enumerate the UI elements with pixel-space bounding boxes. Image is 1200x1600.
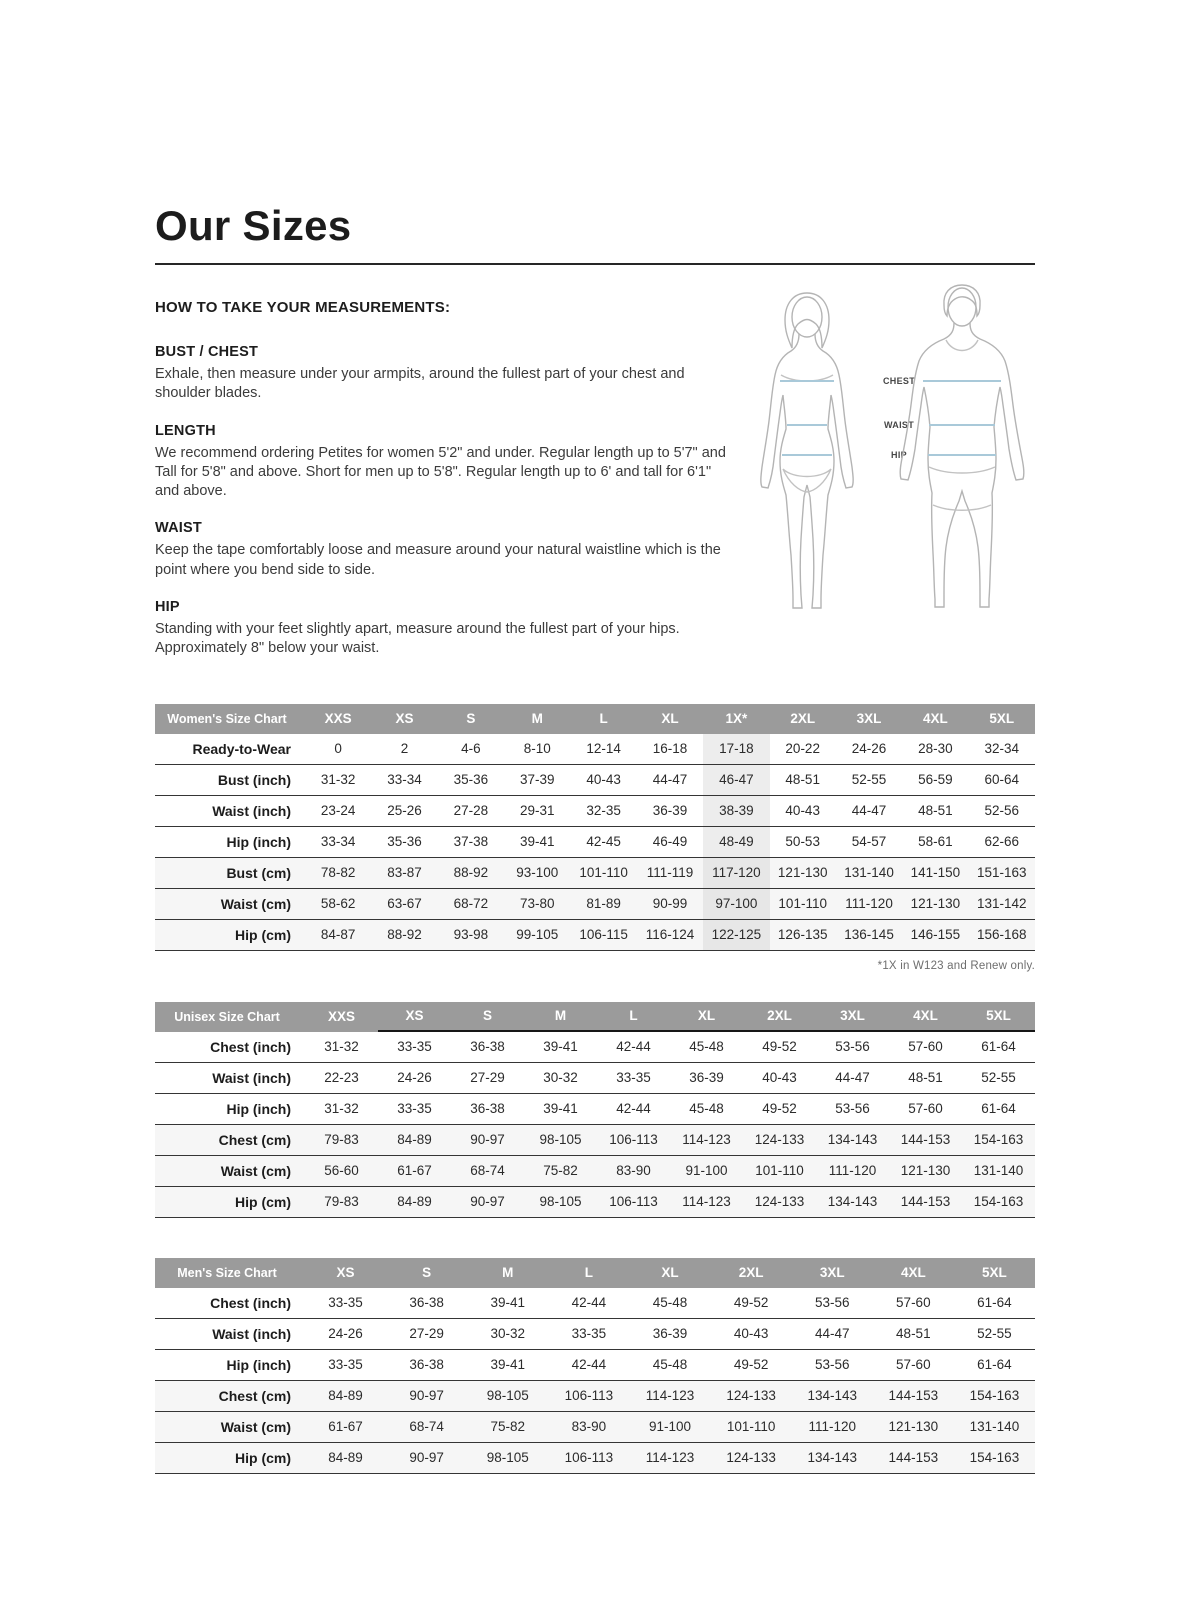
size-cell: 24-26 bbox=[397, 1070, 432, 1086]
measurement-instructions bbox=[155, 299, 747, 678]
size-column-header: L bbox=[599, 711, 608, 727]
size-cell: 114-123 bbox=[645, 1388, 695, 1404]
size-cell: 17-18 bbox=[703, 734, 769, 764]
size-column-header: 1X* bbox=[725, 711, 748, 727]
size-cell: 44-47 bbox=[652, 772, 688, 788]
size-cell: 83-90 bbox=[571, 1419, 607, 1435]
size-cell: 117-120 bbox=[703, 858, 769, 888]
row-label: Chest (inch) bbox=[210, 1294, 291, 1311]
size-cell: 50-53 bbox=[785, 834, 820, 850]
table-header-row bbox=[155, 1258, 1035, 1288]
size-cell: 121-130 bbox=[900, 1163, 951, 1179]
size-cell: 39-41 bbox=[519, 834, 555, 850]
size-cell: 27-29 bbox=[409, 1326, 444, 1342]
size-cell: 84-89 bbox=[397, 1132, 432, 1148]
size-cell: 131-140 bbox=[969, 1419, 1020, 1435]
size-cell: 122-125 bbox=[703, 920, 769, 950]
size-cell: 79-83 bbox=[324, 1132, 359, 1148]
size-cell: 52-56 bbox=[984, 803, 1020, 819]
size-cell: 27-28 bbox=[453, 803, 489, 819]
size-cell: 61-67 bbox=[328, 1419, 363, 1435]
size-cell: 39-41 bbox=[490, 1357, 526, 1373]
size-cell: 31-32 bbox=[324, 1101, 359, 1117]
size-cell: 36-38 bbox=[470, 1039, 505, 1055]
size-cell: 48-51 bbox=[785, 772, 820, 788]
size-cell: 88-92 bbox=[453, 865, 489, 881]
row-label: Waist (cm) bbox=[220, 895, 291, 912]
size-cell: 99-105 bbox=[516, 927, 559, 943]
size-cell: 136-145 bbox=[844, 927, 894, 943]
size-column-header: XL bbox=[661, 1265, 679, 1281]
unisex-size-chart-table bbox=[155, 1002, 1035, 1218]
chest-line-label: CHEST bbox=[882, 376, 916, 386]
male-measure-lines bbox=[923, 381, 1001, 455]
mens-size-chart-table bbox=[155, 1258, 1035, 1474]
table-row bbox=[155, 1094, 1035, 1125]
size-cell: 93-100 bbox=[516, 865, 559, 881]
table-row bbox=[155, 734, 1035, 765]
size-cell: 57-60 bbox=[896, 1295, 931, 1311]
size-column-header: XL bbox=[670, 1002, 743, 1032]
row-label: Hip (cm) bbox=[235, 926, 291, 943]
row-label: Hip (cm) bbox=[235, 1193, 291, 1210]
size-cell: 48-51 bbox=[918, 803, 953, 819]
intro-section bbox=[155, 299, 1035, 678]
page-title: Our Sizes bbox=[155, 202, 352, 249]
how-to-heading: HOW TO TAKE YOUR MEASUREMENTS: bbox=[155, 299, 451, 316]
size-cell: 111-119 bbox=[646, 865, 694, 881]
size-cell: 84-89 bbox=[328, 1388, 363, 1404]
size-cell: 62-66 bbox=[984, 834, 1020, 850]
size-cell: 73-80 bbox=[519, 896, 555, 912]
size-column-header: XS bbox=[378, 1002, 451, 1032]
waist-line-label: WAIST bbox=[884, 420, 914, 430]
table-row bbox=[155, 1156, 1035, 1187]
size-cell: 68-74 bbox=[409, 1419, 444, 1435]
size-cell: 98-105 bbox=[486, 1388, 529, 1404]
size-cell: 16-18 bbox=[652, 741, 688, 757]
row-label: Bust (cm) bbox=[226, 864, 291, 881]
size-cell: 154-163 bbox=[973, 1132, 1024, 1148]
size-cell: 131-142 bbox=[977, 896, 1027, 912]
size-cell: 52-55 bbox=[977, 1326, 1012, 1342]
size-cell: 48-51 bbox=[908, 1070, 943, 1086]
table-title: Men's Size Chart bbox=[177, 1265, 277, 1280]
size-cell: 83-87 bbox=[387, 865, 422, 881]
size-cell: 84-87 bbox=[320, 927, 356, 943]
female-measure-lines bbox=[780, 381, 834, 455]
waist-body: Keep the tape comfortably loose and measure around your natural waistline which is the point where you bend side to side. bbox=[155, 542, 721, 578]
size-cell: 58-61 bbox=[918, 834, 953, 850]
table-row bbox=[155, 1288, 1035, 1319]
size-cell: 61-64 bbox=[981, 1101, 1016, 1117]
size-cell: 101-110 bbox=[726, 1419, 776, 1435]
size-cell: 24-26 bbox=[851, 741, 887, 757]
size-cell: 39-41 bbox=[543, 1039, 578, 1055]
size-cell: 37-38 bbox=[453, 834, 489, 850]
size-cell: 42-44 bbox=[571, 1295, 607, 1311]
size-column-header: 2XL bbox=[790, 711, 816, 727]
size-cell: 54-57 bbox=[851, 834, 887, 850]
size-cell: 93-98 bbox=[453, 927, 489, 943]
size-cell: 36-39 bbox=[652, 1326, 688, 1342]
size-cell: 75-82 bbox=[543, 1163, 578, 1179]
size-cell: 44-47 bbox=[814, 1326, 850, 1342]
size-cell: 42-44 bbox=[571, 1357, 607, 1373]
size-column-header: 5XL bbox=[982, 1265, 1007, 1281]
size-cell: 114-123 bbox=[682, 1132, 731, 1148]
size-cell: 126-135 bbox=[777, 927, 828, 943]
size-column-header: 2XL bbox=[743, 1002, 816, 1032]
row-label: Ready-to-Wear bbox=[192, 740, 291, 757]
size-cell: 31-32 bbox=[320, 772, 356, 788]
size-cell: 56-59 bbox=[918, 772, 953, 788]
size-cell: 45-48 bbox=[652, 1295, 688, 1311]
row-label: Chest (cm) bbox=[218, 1131, 291, 1148]
row-label: Hip (inch) bbox=[226, 833, 291, 850]
size-cell: 68-74 bbox=[470, 1163, 505, 1179]
size-cell: 98-105 bbox=[539, 1132, 582, 1148]
size-cell: 27-29 bbox=[470, 1070, 505, 1086]
size-cell: 84-89 bbox=[397, 1194, 432, 1210]
size-cell: 53-56 bbox=[814, 1295, 850, 1311]
size-cell: 61-67 bbox=[397, 1163, 432, 1179]
size-column-header: M bbox=[531, 711, 543, 727]
size-column-header: 2XL bbox=[738, 1265, 764, 1281]
size-column-header: M bbox=[524, 1002, 597, 1032]
size-column-header: S bbox=[422, 1265, 432, 1281]
size-cell: 30-32 bbox=[543, 1070, 578, 1086]
size-cell: 106-113 bbox=[564, 1388, 614, 1404]
size-column-header: S bbox=[451, 1002, 524, 1032]
size-cell: 101-110 bbox=[579, 865, 628, 881]
size-cell: 98-105 bbox=[486, 1450, 529, 1466]
size-cell: 124-133 bbox=[726, 1388, 776, 1404]
size-cell: 33-35 bbox=[328, 1357, 363, 1373]
size-cell: 33-34 bbox=[320, 834, 356, 850]
size-cell: 36-38 bbox=[409, 1357, 444, 1373]
size-cell: 45-48 bbox=[652, 1357, 688, 1373]
hip-section bbox=[155, 599, 747, 659]
table-row bbox=[155, 1187, 1035, 1218]
size-cell: 33-35 bbox=[616, 1070, 651, 1086]
size-cell: 134-143 bbox=[827, 1194, 878, 1210]
size-cell: 144-153 bbox=[888, 1450, 939, 1466]
size-cell: 111-120 bbox=[828, 1163, 877, 1179]
table-row bbox=[155, 827, 1035, 858]
size-cell: 57-60 bbox=[896, 1357, 931, 1373]
size-cell: 75-82 bbox=[490, 1419, 526, 1435]
size-cell: 53-56 bbox=[814, 1357, 850, 1373]
size-column-header: 3XL bbox=[856, 711, 882, 727]
table-row bbox=[155, 858, 1035, 889]
size-cell: 30-32 bbox=[490, 1326, 526, 1342]
size-cell: 38-39 bbox=[703, 796, 769, 826]
length-body: We recommend ordering Petites for women 5'2" and under. Regular length up to 5'7" and Tall for 5'8" and above. Short for men up to 5'8". Regular length up to 6' and tall for 6'1" and above. bbox=[155, 444, 726, 500]
size-cell: 53-56 bbox=[835, 1039, 870, 1055]
table-title: Women's Size Chart bbox=[167, 711, 287, 726]
size-cell: 49-52 bbox=[762, 1101, 797, 1117]
size-cell: 90-97 bbox=[409, 1450, 444, 1466]
table-row bbox=[155, 765, 1035, 796]
size-cell: 68-72 bbox=[453, 896, 489, 912]
size-cell: 154-163 bbox=[969, 1450, 1020, 1466]
size-cell: 97-100 bbox=[703, 889, 769, 919]
length-heading: LENGTH bbox=[155, 422, 216, 439]
size-cell: 111-120 bbox=[808, 1419, 856, 1435]
size-cell: 4-6 bbox=[461, 741, 481, 757]
size-cell: 144-153 bbox=[900, 1132, 951, 1148]
size-cell: 40-43 bbox=[586, 772, 621, 788]
row-label: Hip (cm) bbox=[235, 1449, 291, 1466]
size-cell: 101-110 bbox=[755, 1163, 804, 1179]
size-cell: 35-36 bbox=[387, 834, 422, 850]
size-column-header: 3XL bbox=[819, 1265, 845, 1281]
size-cell: 46-47 bbox=[703, 765, 769, 795]
size-column-header: XXS bbox=[324, 711, 352, 727]
size-cell: 106-113 bbox=[609, 1132, 658, 1148]
measurement-figures bbox=[747, 299, 1067, 678]
size-cell: 48-49 bbox=[703, 827, 769, 857]
size-cell: 40-43 bbox=[785, 803, 820, 819]
size-cell: 44-47 bbox=[835, 1070, 870, 1086]
size-cell: 90-97 bbox=[470, 1194, 505, 1210]
size-cell: 32-35 bbox=[586, 803, 621, 819]
size-column-header: 5XL bbox=[962, 1002, 1035, 1032]
size-column-header: XS bbox=[395, 711, 414, 727]
table-row bbox=[155, 889, 1035, 920]
size-cell: 63-67 bbox=[387, 896, 422, 912]
size-cell: 121-130 bbox=[888, 1419, 939, 1435]
size-cell: 121-130 bbox=[910, 896, 961, 912]
size-cell: 31-32 bbox=[324, 1039, 359, 1055]
size-cell: 61-64 bbox=[981, 1039, 1016, 1055]
size-cell: 124-133 bbox=[726, 1450, 776, 1466]
size-cell: 124-133 bbox=[754, 1194, 805, 1210]
table-row bbox=[155, 1443, 1035, 1474]
size-column-header: 4XL bbox=[900, 1265, 926, 1281]
waist-heading: WAIST bbox=[155, 520, 202, 537]
waist-section bbox=[155, 520, 747, 580]
size-cell: 106-113 bbox=[609, 1194, 658, 1210]
size-cell: 60-64 bbox=[984, 772, 1020, 788]
body-figures-illustration bbox=[747, 277, 1067, 629]
size-cell: 111-120 bbox=[845, 896, 893, 912]
size-cell: 144-153 bbox=[888, 1388, 939, 1404]
size-cell: 36-38 bbox=[409, 1295, 444, 1311]
size-cell: 57-60 bbox=[908, 1039, 943, 1055]
size-cell: 33-35 bbox=[571, 1326, 607, 1342]
size-cell: 36-39 bbox=[689, 1070, 724, 1086]
size-cell: 22-23 bbox=[324, 1070, 359, 1086]
size-cell: 52-55 bbox=[851, 772, 887, 788]
bust-chest-heading: BUST / CHEST bbox=[155, 344, 259, 360]
size-cell: 134-143 bbox=[827, 1132, 878, 1148]
size-cell: 36-39 bbox=[652, 803, 688, 819]
size-column-header: S bbox=[466, 711, 476, 727]
womens-size-chart-table bbox=[155, 704, 1035, 951]
size-cell: 45-48 bbox=[689, 1101, 724, 1117]
size-cell: 156-168 bbox=[977, 927, 1027, 943]
size-cell: 25-26 bbox=[387, 803, 422, 819]
size-column-header: XL bbox=[661, 711, 679, 727]
bust-chest-section bbox=[155, 344, 747, 404]
row-label: Hip (inch) bbox=[226, 1100, 291, 1117]
size-cell: 90-99 bbox=[652, 896, 688, 912]
table-row bbox=[155, 920, 1035, 951]
row-label: Waist (inch) bbox=[212, 1069, 291, 1086]
female-figure bbox=[761, 293, 853, 608]
size-column-header: 5XL bbox=[989, 711, 1015, 727]
size-cell: 116-124 bbox=[645, 927, 695, 943]
size-column-header: 4XL bbox=[923, 711, 948, 727]
size-cell: 36-38 bbox=[470, 1101, 505, 1117]
row-label: Waist (inch) bbox=[212, 802, 291, 819]
row-label: Waist (inch) bbox=[212, 1325, 291, 1342]
size-cell: 131-140 bbox=[973, 1163, 1024, 1179]
row-label: Chest (cm) bbox=[218, 1387, 291, 1404]
hip-line-label: HIP bbox=[891, 450, 907, 460]
size-cell: 35-36 bbox=[453, 772, 489, 788]
table-title: Unisex Size Chart bbox=[174, 1009, 280, 1024]
size-cell: 144-153 bbox=[900, 1194, 951, 1210]
length-section bbox=[155, 423, 747, 502]
size-column-header: 4XL bbox=[889, 1002, 962, 1032]
size-cell: 33-35 bbox=[397, 1101, 432, 1117]
size-cell: 61-64 bbox=[977, 1295, 1012, 1311]
womens-chart-footnote: *1X in W123 and Renew only. bbox=[877, 959, 1035, 972]
size-cell: 146-155 bbox=[910, 927, 961, 943]
size-cell: 124-133 bbox=[754, 1132, 805, 1148]
size-cell: 141-150 bbox=[910, 865, 961, 881]
size-cell: 58-62 bbox=[320, 896, 356, 912]
table-row bbox=[155, 1350, 1035, 1381]
size-cell: 42-44 bbox=[616, 1039, 651, 1055]
size-cell: 42-45 bbox=[586, 834, 621, 850]
table-header-row bbox=[155, 1002, 1035, 1032]
size-cell: 98-105 bbox=[539, 1194, 582, 1210]
table-row bbox=[155, 1063, 1035, 1094]
row-label: Bust (inch) bbox=[217, 771, 291, 788]
title-divider bbox=[155, 263, 1035, 265]
size-cell: 79-83 bbox=[324, 1194, 359, 1210]
size-cell: 83-90 bbox=[616, 1163, 651, 1179]
size-cell: 134-143 bbox=[807, 1388, 857, 1404]
size-cell: 23-24 bbox=[320, 803, 356, 819]
size-cell: 46-49 bbox=[652, 834, 688, 850]
size-column-header: L bbox=[597, 1002, 670, 1032]
size-cell: 84-89 bbox=[328, 1450, 363, 1466]
size-cell: 106-115 bbox=[579, 927, 628, 943]
size-cell: 39-41 bbox=[490, 1295, 526, 1311]
size-cell: 53-56 bbox=[835, 1101, 870, 1117]
size-cell: 44-47 bbox=[851, 803, 887, 819]
size-cell: 88-92 bbox=[387, 927, 422, 943]
size-cell: 0 bbox=[334, 741, 342, 757]
table-header-row bbox=[155, 704, 1035, 734]
size-cell: 101-110 bbox=[778, 896, 827, 912]
size-cell: 90-97 bbox=[470, 1132, 505, 1148]
size-cell: 20-22 bbox=[785, 741, 820, 757]
size-column-header: L bbox=[584, 1265, 593, 1281]
size-cell: 33-35 bbox=[328, 1295, 363, 1311]
size-cell: 90-97 bbox=[409, 1388, 444, 1404]
size-cell: 32-34 bbox=[984, 741, 1020, 757]
size-cell: 33-35 bbox=[397, 1039, 432, 1055]
size-cell: 131-140 bbox=[844, 865, 894, 881]
size-cell: 37-39 bbox=[519, 772, 555, 788]
size-cell: 78-82 bbox=[320, 865, 356, 881]
size-column-header: XXS bbox=[327, 1009, 355, 1025]
hip-body: Standing with your feet slightly apart, measure around the fullest part of your hips. Approximately 8" below your waist. bbox=[155, 620, 680, 657]
size-column-header: XS bbox=[336, 1265, 355, 1281]
size-cell: 29-31 bbox=[519, 803, 555, 819]
size-cell: 39-41 bbox=[543, 1101, 578, 1117]
size-cell: 2 bbox=[400, 741, 409, 757]
size-cell: 106-113 bbox=[564, 1450, 614, 1466]
table-row bbox=[155, 1319, 1035, 1350]
row-label: Hip (inch) bbox=[226, 1356, 291, 1373]
size-cell: 45-48 bbox=[689, 1039, 724, 1055]
row-label: Waist (cm) bbox=[220, 1418, 291, 1435]
size-cell: 134-143 bbox=[807, 1450, 857, 1466]
size-cell: 40-43 bbox=[733, 1326, 769, 1342]
size-cell: 151-163 bbox=[977, 865, 1027, 881]
table-row bbox=[155, 1125, 1035, 1156]
size-cell: 33-34 bbox=[387, 772, 422, 788]
row-label: Waist (cm) bbox=[220, 1162, 291, 1179]
size-cell: 28-30 bbox=[918, 741, 953, 757]
size-cell: 91-100 bbox=[685, 1163, 728, 1179]
hip-heading: HIP bbox=[155, 598, 180, 615]
size-cell: 56-60 bbox=[324, 1163, 359, 1179]
size-cell: 114-123 bbox=[682, 1194, 731, 1210]
size-column-header: 3XL bbox=[816, 1002, 889, 1032]
size-cell: 154-163 bbox=[973, 1194, 1024, 1210]
size-cell: 91-100 bbox=[648, 1419, 692, 1435]
size-cell: 57-60 bbox=[908, 1101, 943, 1117]
table-row bbox=[155, 796, 1035, 827]
size-cell: 121-130 bbox=[777, 865, 828, 881]
size-cell: 40-43 bbox=[762, 1070, 797, 1086]
table-row bbox=[155, 1032, 1035, 1063]
male-figure bbox=[900, 285, 1024, 607]
size-cell: 48-51 bbox=[896, 1326, 931, 1342]
table-row bbox=[155, 1412, 1035, 1443]
size-column-header: M bbox=[502, 1265, 514, 1281]
bust-chest-body: Exhale, then measure under your armpits, around the fullest part of your chest and shoulder blades. bbox=[155, 366, 685, 402]
size-cell: 154-163 bbox=[969, 1388, 1020, 1404]
size-cell: 42-44 bbox=[616, 1101, 651, 1117]
size-cell: 81-89 bbox=[586, 896, 621, 912]
row-label: Chest (inch) bbox=[210, 1038, 291, 1055]
size-cell: 49-52 bbox=[733, 1295, 769, 1311]
size-cell: 49-52 bbox=[733, 1357, 769, 1373]
size-cell: 114-123 bbox=[645, 1450, 695, 1466]
size-cell: 8-10 bbox=[523, 741, 551, 757]
table-row bbox=[155, 1381, 1035, 1412]
size-cell: 61-64 bbox=[977, 1357, 1012, 1373]
size-cell: 24-26 bbox=[328, 1326, 363, 1342]
size-cell: 52-55 bbox=[981, 1070, 1016, 1086]
size-cell: 12-14 bbox=[586, 741, 621, 757]
size-cell: 49-52 bbox=[762, 1039, 797, 1055]
